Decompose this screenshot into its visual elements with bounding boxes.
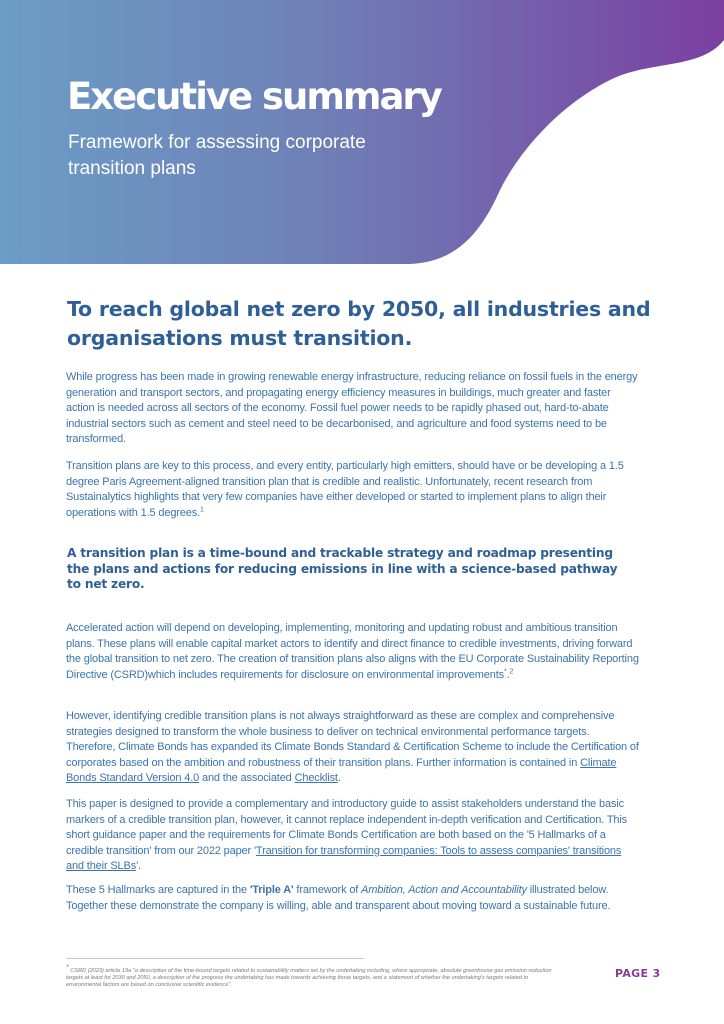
footnote-ref-star: * [503,668,507,676]
footnote-divider [66,958,364,959]
page-number: PAGE 3 [615,967,661,980]
paragraph-paper-purpose: This paper is designed to provide a complementary and introductory guide to assist stakeholders understand the basic markers of a credible transition plan, however, it cannot replace independent in-depth verification and Certification. This short guidance paper and the requirements for Climate Bonds Certification are both based on the '5 Hallmarks of a credible transition' from our 2022 paper 'Transition for transforming companies: Tools to assess companies' transitions and their SLBs'. [66,798,628,873]
link-checklist[interactable]: Checklist [294,772,338,785]
paragraph-progress: While progress has been made in growing renewable energy infrastructure, reducing reliance on fossil fuels in the energy generation and transport sectors, and propagating energy efficiency measures in buildings, much greater and faster action is needed across all sectors of the economy. Fossil fuel power needs to be rapidly phased out, hard-to-abate industrial sectors such as cement and steel need to be decarbonised, and agriculture and food systems need to be transformed. [66,371,638,446]
link-climate-bonds-standard[interactable]: Climate Bonds Standard Version 4.0 [66,756,617,785]
callout-definition: A transition plan is a time-bound and trackable strategy and roadmap presenting the plans and actions for reducing emissions in line with a science-based pathway to net zero. [67,546,618,592]
page-subtitle: Framework for assessing corporate transition plans [68,132,366,179]
paragraph-accelerated-action: Accelerated action will depend on developing, implementing, monitoring and updating robust and ambitious transition plans. These plans will enable capital market actors to identify and direct finance to credible investments, driving forward the global transition to net zero. The creation of transition plans also aligns with the EU Corporate Sustainability Reporting Directive (CSRD)which includes requirements for disclosure on environmental improvements*.$^2$ [66,622,639,681]
page-title: Executive summary [67,75,441,118]
footnote-ref-2: 2 [509,668,514,676]
paragraph-hallmarks: These 5 Hallmarks are captured in the 'Triple A' framework of Ambition, Action and Accountability illustrated below. Together these demonstrate the company is willing, able and transparent about moving toward a sustainable future. [66,884,611,912]
paragraph-transition-plans: Transition plans are key to this process, and every entity, particularly high emitters, should have or be developing a 1.5 degree Paris Agreement-aligned transition plan that is credible and realistic. Unfortunately, recent research from Sustainalytics highlights that very few companies have either developed or started to implement plans to align their operations with 1.5 degrees.$^1$ [66,460,624,519]
paragraph-identifying-plans: However, identifying credible transition plans is not always straightforward as these are complex and comprehensive strategies designed to transform the whole business to deliver on technical environmental performance targets. Therefore, Climate Bonds has expanded its Climate Bonds Standard & Certification Scheme to include the Certification of corporates based on the ambition and robustness of their transition plans. Further information is contained in Climate Bonds Standard Version 4.0 and the associated Checklist. [66,710,639,785]
section-headline: To reach global net zero by 2050, all industries and organisations must transition. [67,297,651,350]
link-transition-paper[interactable]: Transition for transforming companies: Tools to assess companies' transitions and their SLBs [66,844,622,873]
footnote-ref-1: 1 [200,506,204,514]
footnote: * CSRD (2023) article 19a "a description of the time-bound targets related to sustainability matters set by the undertaking including, where appropriate, absolute greenhouse gas emission reduction targets at least for 2030 and 2050, a description of the progress the undertaking has made towards achieving those targets, and a statement of whether the undertaking's targets related to environmental factors are based on conclusive scientific evidence". [66,964,552,989]
